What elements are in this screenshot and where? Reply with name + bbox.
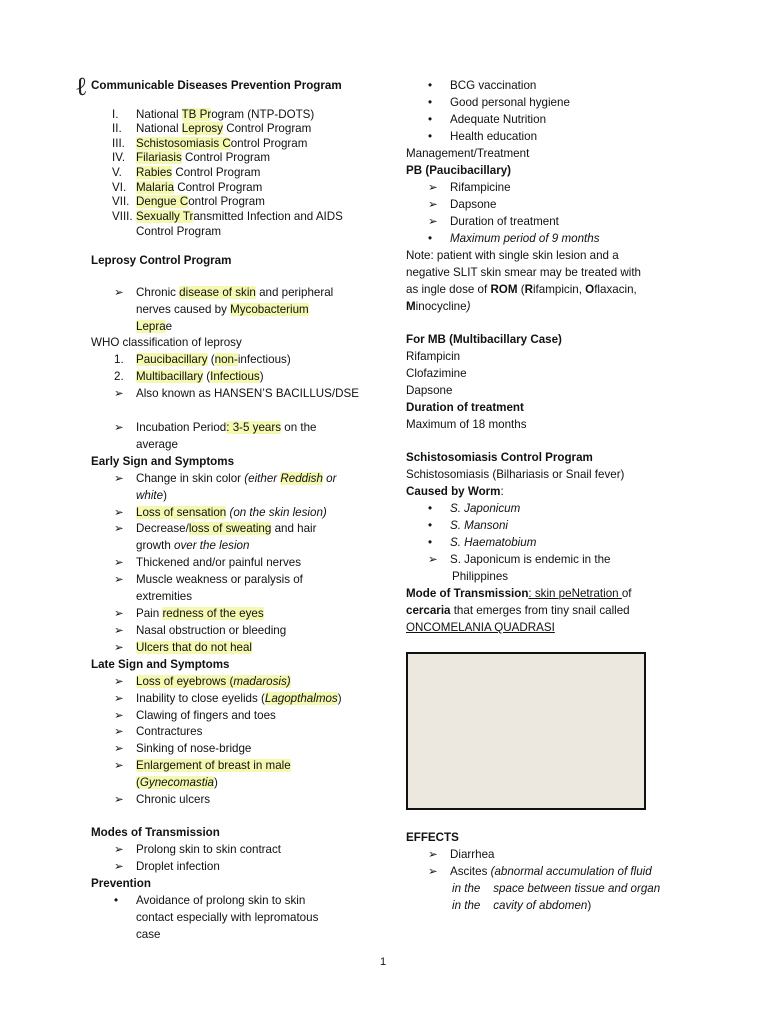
arrow-bullet-icon: ➢ (114, 742, 124, 755)
list-item: V. Rabies Control Program (112, 166, 261, 179)
paragraph: cercaria that emerges from tiny snail called (406, 604, 630, 617)
section-heading: Early Sign and Symptoms (91, 455, 235, 468)
list-item: ➢ Loss of sensation (on the skin lesion) (114, 506, 327, 519)
arrow-bullet-icon: ➢ (114, 759, 124, 772)
arrow-bullet-icon: ➢ (114, 793, 124, 806)
list-item: VI. Malaria Control Program (112, 181, 263, 194)
list-item: ➢ S. Japonicum is endemic in the (428, 553, 611, 566)
list-item: ➢ Ascites (abnormal accumulation of fluid (428, 865, 652, 878)
paragraph: WHO classification of leprosy (91, 336, 242, 349)
list-item: Dapsone (406, 384, 453, 397)
section-heading: PB (Paucibacillary) (406, 164, 512, 177)
arrow-bullet-icon: ➢ (114, 709, 124, 722)
paragraph: Maximum of 18 months (406, 418, 527, 431)
list-item-continuation: Philippines (452, 570, 509, 583)
list-item-continuation: in the cavity of abdomen) (452, 899, 592, 912)
list-item: • Adequate Nutrition (428, 113, 547, 126)
list-item: ➢ Contractures (114, 725, 203, 738)
arrow-bullet-icon: ➢ (114, 556, 124, 569)
list-item-continuation: in the space between tissue and organ (452, 882, 661, 895)
list-item: ➢ Change in skin color (either Reddish or (114, 472, 337, 485)
list-item: ➢ Prolong skin to skin contract (114, 843, 281, 856)
arrow-bullet-icon: ➢ (114, 675, 124, 688)
arrow-bullet-icon: ➢ (114, 725, 124, 738)
list-item-continuation: (Gynecomastia) (136, 776, 218, 789)
section-heading: Duration of treatment (406, 401, 524, 414)
arrow-bullet-icon: ➢ (428, 181, 438, 194)
list-item-continuation: average (136, 438, 178, 451)
image-placeholder (406, 652, 646, 810)
paragraph: Caused by Worm: (406, 485, 504, 498)
section-heading: Schistosomiasis Control Program (406, 451, 593, 464)
list-item-continuation: nerves caused by Mycobacterium (136, 303, 309, 316)
section-heading: For MB (Multibacillary Case) (406, 333, 562, 346)
list-item: ➢ Diarrhea (428, 848, 495, 861)
bullet-icon: • (428, 536, 433, 549)
list-item: IV. Filariasis Control Program (112, 151, 271, 164)
bullet-icon: • (428, 130, 433, 143)
list-item: ➢ Loss of eyebrows (madarosis) (114, 675, 291, 688)
arrow-bullet-icon: ➢ (114, 843, 124, 856)
paragraph: Management/Treatment (406, 147, 530, 160)
page-number: 1 (380, 956, 387, 968)
list-item: I. National TB Program (NTP-DOTS) (112, 108, 315, 121)
list-item: ➢ Pain redness of the eyes (114, 607, 264, 620)
list-item: ➢ Enlargement of breast in male (114, 759, 291, 772)
list-item: ➢ Droplet infection (114, 860, 220, 873)
list-item: ➢ Muscle weakness or paralysis of (114, 573, 303, 586)
list-item: ➢ Chronic ulcers (114, 793, 211, 806)
list-item: ➢ Duration of treatment (428, 215, 559, 228)
paragraph: Schistosomiasis (Bilhariasis or Snail fever) (406, 468, 625, 481)
list-item-continuation: white) (136, 489, 167, 502)
arrow-bullet-icon: ➢ (428, 848, 438, 861)
bullet-icon: • (428, 96, 433, 109)
paragraph: Mode of Transmission: skin peNetration of (406, 587, 632, 600)
bullet-icon: • (428, 79, 433, 92)
arrow-bullet-icon: ➢ (114, 387, 124, 400)
list-item: • Good personal hygiene (428, 96, 570, 109)
list-item: ➢ Clawing of fingers and toes (114, 709, 276, 722)
list-item: ➢ Chronic disease of skin and peripheral (114, 286, 334, 299)
paragraph: ONCOMELANIA QUADRASI (406, 621, 555, 634)
arrow-bullet-icon: ➢ (114, 641, 124, 654)
list-item: • S. Haematobium (428, 536, 537, 549)
arrow-bullet-icon: ➢ (428, 865, 438, 878)
list-item: III. Schistosomiasis Control Program (112, 137, 308, 150)
bullet-icon: • (428, 113, 433, 126)
paragraph: negative SLIT skin smear may be treated with (406, 266, 641, 279)
arrow-bullet-icon: ➢ (114, 421, 124, 434)
list-item: ➢ Incubation Period: 3-5 years on the (114, 421, 317, 434)
list-item-continuation: case (136, 928, 161, 941)
section-heading: Prevention (91, 877, 151, 890)
decorative-swirl-icon: ℓ (75, 72, 88, 102)
bullet-icon: • (114, 894, 119, 907)
list-item: 2. Multibacillary (Infectious) (114, 370, 264, 383)
list-item: ➢ Rifampicine (428, 181, 511, 194)
list-item: • Maximum period of 9 months (428, 232, 600, 245)
arrow-bullet-icon: ➢ (114, 472, 124, 485)
list-item: Clofazimine (406, 367, 467, 380)
list-item: • Health education (428, 130, 538, 143)
arrow-bullet-icon: ➢ (114, 607, 124, 620)
list-item-continuation: contact especially with lepromatous (136, 911, 319, 924)
arrow-bullet-icon: ➢ (428, 553, 438, 566)
arrow-bullet-icon: ➢ (114, 286, 124, 299)
section-heading: Late Sign and Symptoms (91, 658, 230, 671)
list-item-continuation: extremities (136, 590, 193, 603)
section-heading: EFFECTS (406, 831, 459, 844)
list-item-continuation: Leprae (136, 320, 173, 333)
bullet-icon: • (428, 519, 433, 532)
list-item: ➢ Decrease/loss of sweating and hair (114, 522, 317, 535)
arrow-bullet-icon: ➢ (114, 692, 124, 705)
arrow-bullet-icon: ➢ (428, 198, 438, 211)
arrow-bullet-icon: ➢ (428, 215, 438, 228)
list-item: ➢ Also known as HANSEN’S BACILLUS/DSE (114, 387, 359, 400)
paragraph: Note: patient with single skin lesion and a (406, 249, 619, 262)
list-item: ➢ Thickened and/or painful nerves (114, 556, 301, 569)
list-item: • S. Mansoni (428, 519, 508, 532)
section-heading: Leprosy Control Program (91, 254, 232, 267)
list-item: ➢ Nasal obstruction or bleeding (114, 624, 287, 637)
list-item: ➢ Ulcers that do not heal (114, 641, 253, 654)
list-item: VIII. Sexually Transmitted Infection and AIDS (112, 210, 343, 223)
list-item: 1. Paucibacillary (non-infectious) (114, 353, 291, 366)
arrow-bullet-icon: ➢ (114, 573, 124, 586)
list-item: • BCG vaccination (428, 79, 537, 92)
list-item: Rifampicin (406, 350, 461, 363)
list-item: • Avoidance of prolong skin to skin (114, 894, 306, 907)
arrow-bullet-icon: ➢ (114, 860, 124, 873)
section-heading: Modes of Transmission (91, 826, 220, 839)
arrow-bullet-icon: ➢ (114, 624, 124, 637)
list-item: ➢ Inability to close eyelids (Lagopthalmos) (114, 692, 342, 705)
paragraph: as ingle dose of ROM (Rifampicin, Oflaxacin, (406, 283, 637, 296)
list-item: ➢ Sinking of nose-bridge (114, 742, 252, 755)
list-item-continuation: Control Program (136, 225, 222, 238)
list-item: VII. Dengue Control Program (112, 195, 265, 208)
list-item: II. National Leprosy Control Program (112, 122, 312, 135)
paragraph: Minocycline) (406, 300, 471, 313)
list-item: • S. Japonicum (428, 502, 521, 515)
arrow-bullet-icon: ➢ (114, 506, 124, 519)
bullet-icon: • (428, 232, 433, 245)
list-item-continuation: growth over the lesion (136, 539, 250, 552)
list-item: ➢ Dapsone (428, 198, 497, 211)
arrow-bullet-icon: ➢ (114, 522, 124, 535)
bullet-icon: • (428, 502, 433, 515)
document-title: Communicable Diseases Prevention Program (91, 79, 342, 92)
